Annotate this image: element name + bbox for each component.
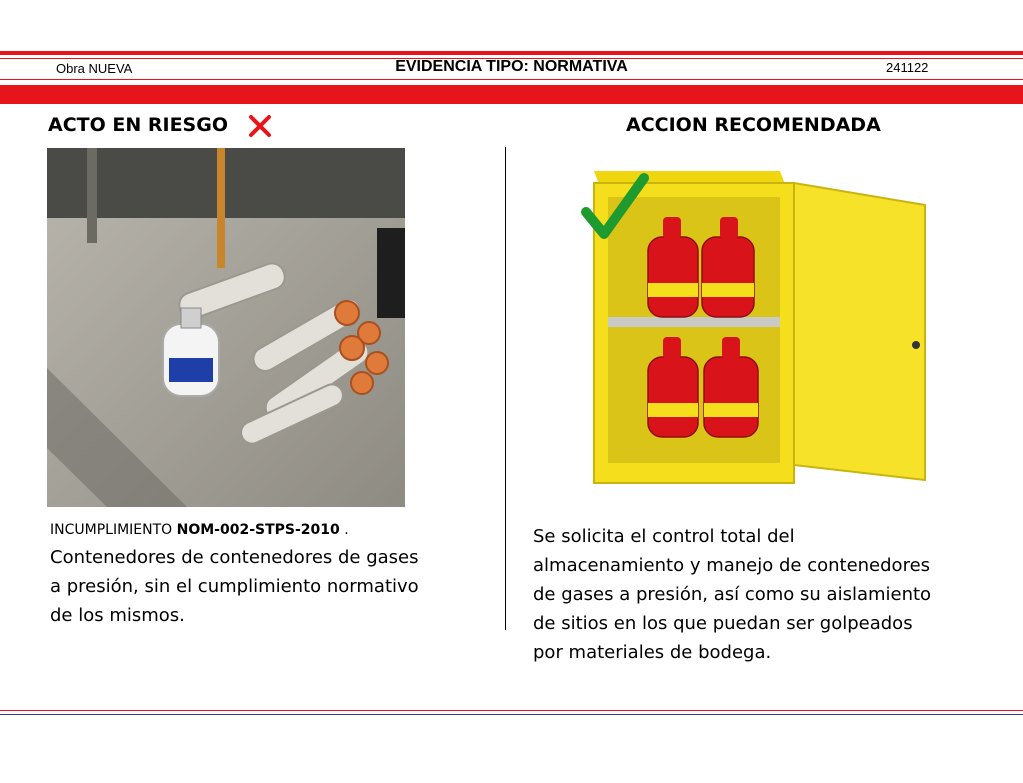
warehouse-risk-photo [47, 148, 405, 507]
column-divider [505, 147, 506, 630]
recommendation-description [533, 522, 931, 667]
footer-red-line [0, 710, 1023, 711]
norm-suffix: . [339, 522, 349, 538]
header-red-band [0, 85, 1023, 104]
risk-act-title: ACTO EN RIESGO [48, 114, 228, 136]
recommended-action-title: ACCION RECOMENDADA [626, 114, 881, 136]
header-bottom-thin-line [0, 79, 1023, 80]
page-title: EVIDENCIA TIPO: NORMATIVA [395, 58, 628, 75]
document-code: 241122 [886, 60, 929, 75]
x-mark-icon [248, 115, 272, 137]
recommendation-line: almacenamiento y manejo de contenedores [533, 555, 931, 576]
project-label: Obra NUEVA [56, 61, 133, 76]
norm-reference: NOM-002-STPS-2010 [176, 522, 340, 538]
check-mark-icon [580, 172, 650, 242]
recommendation-line: de sitios en los que puedan ser golpeados [533, 613, 913, 634]
risk-description-line: Contenedores de contenedores de gases [50, 547, 419, 568]
recommendation-line: de gases a presión, así como su aislamiento [533, 584, 932, 605]
recommendation-line: por materiales de bodega. [533, 642, 772, 663]
risk-description-line: de los mismos. [50, 605, 185, 626]
non-compliance-line [50, 522, 349, 538]
risk-description-line: a presión, sin el cumplimiento normativo [50, 576, 419, 597]
recommendation-line: Se solicita el control total del [533, 526, 795, 547]
footer-blue-line [0, 714, 1023, 715]
risk-description [50, 543, 419, 630]
non-compliance-prefix: INCUMPLIMIENTO [50, 522, 177, 538]
header-top-red-bar [0, 51, 1023, 55]
